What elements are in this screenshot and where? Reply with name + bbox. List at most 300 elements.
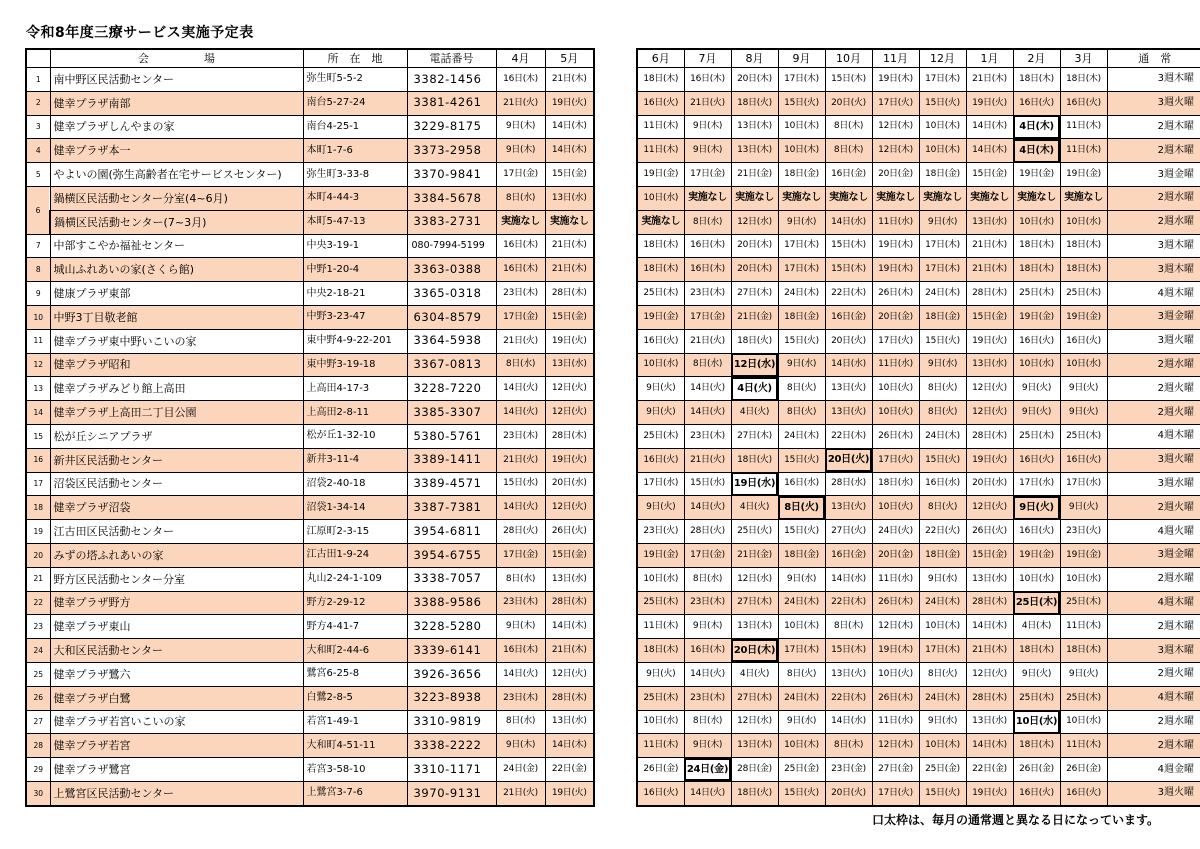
date-may: 13日(水) xyxy=(545,567,594,591)
date-cell: 13日(木) xyxy=(731,115,778,139)
regular-schedule: 3週火曜 xyxy=(1107,448,1200,472)
venue-name: 南中野区民活動センター xyxy=(50,68,303,92)
date-cell: 18日(火) xyxy=(731,329,778,353)
row-number: 29 xyxy=(26,758,50,782)
date-cell: 18日(木) xyxy=(1013,734,1060,758)
left-header-5: 5月 xyxy=(545,49,594,68)
venue-row xyxy=(26,305,594,329)
date-cell: 11日(木) xyxy=(637,139,684,163)
regular-schedule: 2週水曜 xyxy=(1107,567,1200,591)
date-may: 実施なし xyxy=(545,210,594,234)
date-cell: 10日(木) xyxy=(778,139,825,163)
date-may: 19日(火) xyxy=(545,91,594,115)
date-cell: 25日(木) xyxy=(1013,282,1060,306)
date-cell: 25日(木) xyxy=(637,282,684,306)
date-cell: 17日(木) xyxy=(919,258,966,282)
venue-phone: 3389-1411 xyxy=(407,448,496,472)
date-cell: 18日(水) xyxy=(872,472,919,496)
date-cell: 26日(木) xyxy=(872,591,919,615)
venue-address: 弥生町3-33-8 xyxy=(303,163,407,187)
date-cell: 12日(火) xyxy=(966,662,1013,686)
venue-name: 健幸プラザ東山 xyxy=(50,615,303,639)
venue-table xyxy=(25,48,595,807)
venue-row xyxy=(26,710,594,734)
date-cell: 16日(火) xyxy=(637,91,684,115)
date-cell: 20日(金) xyxy=(872,305,919,329)
venue-name: 健幸プラザ鷺六 xyxy=(50,662,303,686)
date-cell: 10日(水) xyxy=(1013,210,1060,234)
date-may: 21日(木) xyxy=(545,68,594,92)
date-cell: 15日(火) xyxy=(919,91,966,115)
date-apr: 17日(金) xyxy=(496,163,545,187)
date-cell: 18日(木) xyxy=(637,258,684,282)
date-cell: 18日(木) xyxy=(637,68,684,92)
right-header-5: 11月 xyxy=(872,49,919,68)
venue-phone: 3970-9131 xyxy=(407,781,496,805)
venue-phone: 3926-3656 xyxy=(407,662,496,686)
date-cell: 15日(火) xyxy=(778,781,825,805)
date-cell: 14日(木) xyxy=(966,139,1013,163)
schedule-row xyxy=(637,282,1200,306)
row-number: 23 xyxy=(26,615,50,639)
date-cell: 13日(木) xyxy=(731,615,778,639)
venue-row xyxy=(26,234,594,258)
date-cell: 22日(木) xyxy=(825,282,872,306)
venue-phone: 3367-0813 xyxy=(407,353,496,377)
date-apr: 14日(火) xyxy=(496,377,545,401)
date-cell: 9日(火) xyxy=(1060,401,1107,425)
regular-schedule: 3週火曜 xyxy=(1107,329,1200,353)
date-cell: 15日(木) xyxy=(825,234,872,258)
date-may: 15日(金) xyxy=(545,305,594,329)
date-cell: 18日(木) xyxy=(1060,258,1107,282)
date-cell: 25日(木) xyxy=(1013,591,1060,615)
date-cell: 16日(水) xyxy=(919,472,966,496)
schedule-row xyxy=(637,686,1200,710)
date-cell: 9日(火) xyxy=(637,496,684,520)
regular-schedule: 4週木曜 xyxy=(1107,686,1200,710)
date-cell: 18日(火) xyxy=(731,781,778,805)
regular-schedule: 4週火曜 xyxy=(1107,520,1200,544)
regular-schedule: 2週火曜 xyxy=(1107,401,1200,425)
venue-address: 江原町2-3-15 xyxy=(303,520,407,544)
date-cell: 20日(金) xyxy=(872,163,919,187)
venue-address: 上鷺宮3-7-6 xyxy=(303,781,407,805)
date-cell: 13日(火) xyxy=(825,662,872,686)
right-header-7: 1月 xyxy=(966,49,1013,68)
date-cell: 17日(木) xyxy=(919,639,966,663)
date-may: 19日(火) xyxy=(545,329,594,353)
date-cell: 11日(木) xyxy=(637,615,684,639)
row-number: 5 xyxy=(26,163,50,187)
date-cell: 15日(金) xyxy=(966,163,1013,187)
regular-schedule: 3週金曜 xyxy=(1107,305,1200,329)
date-cell: 17日(木) xyxy=(778,639,825,663)
venue-row xyxy=(26,686,594,710)
venue-address: 大和町2-44-6 xyxy=(303,639,407,663)
date-cell: 9日(火) xyxy=(1013,662,1060,686)
row-number: 24 xyxy=(26,639,50,663)
venue-address: 東中野4-9-22-201 xyxy=(303,329,407,353)
date-cell: 16日(火) xyxy=(1060,781,1107,805)
regular-schedule: 3週木曜 xyxy=(1107,639,1200,663)
row-number: 8 xyxy=(26,258,50,282)
date-cell: 17日(木) xyxy=(919,234,966,258)
date-cell: 11日(木) xyxy=(1060,615,1107,639)
date-cell: 14日(水) xyxy=(825,710,872,734)
schedule-row xyxy=(637,758,1200,782)
date-cell: 8日(火) xyxy=(778,377,825,401)
date-cell: 13日(水) xyxy=(966,353,1013,377)
venue-phone: 3373-2958 xyxy=(407,139,496,163)
date-may: 22日(金) xyxy=(545,758,594,782)
date-cell: 9日(火) xyxy=(1060,496,1107,520)
date-cell: 25日(火) xyxy=(731,520,778,544)
date-cell: 18日(木) xyxy=(1013,258,1060,282)
date-cell: 9日(水) xyxy=(919,353,966,377)
regular-schedule: 4週木曜 xyxy=(1107,424,1200,448)
date-cell: 15日(火) xyxy=(919,329,966,353)
date-cell: 21日(金) xyxy=(731,163,778,187)
left-header-3: 電話番号 xyxy=(407,49,496,68)
date-cell: 18日(木) xyxy=(1060,68,1107,92)
date-cell: 9日(水) xyxy=(919,567,966,591)
venue-phone: 3381-4261 xyxy=(407,91,496,115)
date-cell: 28日(木) xyxy=(966,591,1013,615)
venue-phone: 3223-8938 xyxy=(407,686,496,710)
venue-address: 東中野3-19-18 xyxy=(303,353,407,377)
date-may: 15日(金) xyxy=(545,163,594,187)
date-apr: 21日(火) xyxy=(496,448,545,472)
date-cell: 9日(木) xyxy=(684,734,731,758)
venue-phone: 080-7994-5199 xyxy=(407,234,496,258)
schedule-row xyxy=(637,543,1200,567)
date-apr: 9日(木) xyxy=(496,139,545,163)
date-cell: 4日(火) xyxy=(731,401,778,425)
date-cell: 14日(火) xyxy=(684,496,731,520)
venue-row xyxy=(26,139,594,163)
row-number: 6 xyxy=(26,186,50,234)
date-cell: 20日(火) xyxy=(825,448,872,472)
date-cell: 28日(金) xyxy=(731,758,778,782)
date-cell: 14日(水) xyxy=(825,210,872,234)
date-cell: 17日(火) xyxy=(872,91,919,115)
venue-name: 中部すこやか福祉センター xyxy=(50,234,303,258)
date-cell: 19日(金) xyxy=(637,305,684,329)
date-cell: 19日(金) xyxy=(1060,543,1107,567)
schedule-row xyxy=(637,781,1200,805)
date-cell: 10日(水) xyxy=(1013,710,1060,734)
date-cell: 17日(火) xyxy=(872,329,919,353)
date-cell: 22日(木) xyxy=(825,686,872,710)
venue-name: 大和区民活動センター xyxy=(50,639,303,663)
venue-name: 松が丘シニアプラザ xyxy=(50,424,303,448)
regular-schedule: 2週火曜 xyxy=(1107,377,1200,401)
venue-row xyxy=(26,758,594,782)
date-may: 28日(木) xyxy=(545,282,594,306)
row-number: 13 xyxy=(26,377,50,401)
schedule-row xyxy=(637,424,1200,448)
venue-name: 鍋横区民活動センター分室(4~6月) xyxy=(50,186,303,210)
date-cell: 15日(火) xyxy=(778,329,825,353)
date-apr: 23日(木) xyxy=(496,591,545,615)
schedule-row xyxy=(637,210,1200,234)
left-header-0 xyxy=(26,49,50,68)
date-cell: 25日(金) xyxy=(778,758,825,782)
date-cell: 16日(木) xyxy=(684,68,731,92)
date-cell: 14日(水) xyxy=(825,353,872,377)
schedule-row xyxy=(637,353,1200,377)
row-number: 12 xyxy=(26,353,50,377)
venue-row xyxy=(26,377,594,401)
right-header-9: 3月 xyxy=(1060,49,1107,68)
date-apr: 14日(火) xyxy=(496,662,545,686)
schedule-row xyxy=(637,115,1200,139)
date-cell: 実施なし xyxy=(684,186,731,210)
schedule-row xyxy=(637,234,1200,258)
venue-row xyxy=(26,520,594,544)
venue-row xyxy=(26,329,594,353)
date-cell: 21日(火) xyxy=(684,91,731,115)
venue-address: 中央2-18-21 xyxy=(303,282,407,306)
date-may: 13日(水) xyxy=(545,186,594,210)
date-cell: 20日(水) xyxy=(966,472,1013,496)
date-cell: 15日(木) xyxy=(825,68,872,92)
date-cell: 25日(木) xyxy=(1060,424,1107,448)
date-may: 15日(金) xyxy=(545,543,594,567)
date-cell: 16日(火) xyxy=(1013,91,1060,115)
date-cell: 11日(木) xyxy=(1060,734,1107,758)
date-apr: 16日(木) xyxy=(496,639,545,663)
date-cell: 27日(木) xyxy=(731,282,778,306)
date-cell: 8日(火) xyxy=(919,401,966,425)
date-cell: 15日(金) xyxy=(966,543,1013,567)
venue-phone: 3338-2222 xyxy=(407,734,496,758)
date-cell: 25日(木) xyxy=(1060,282,1107,306)
date-cell: 11日(木) xyxy=(1060,115,1107,139)
date-cell: 14日(木) xyxy=(966,615,1013,639)
venue-phone: 6304-8579 xyxy=(407,305,496,329)
venue-name: 健幸プラザ若宮 xyxy=(50,734,303,758)
venue-name: 健幸プラザ白鷺 xyxy=(50,686,303,710)
date-cell: 9日(水) xyxy=(778,710,825,734)
date-cell: 19日(金) xyxy=(637,543,684,567)
schedule-row xyxy=(637,91,1200,115)
venue-row xyxy=(26,448,594,472)
date-cell: 15日(火) xyxy=(778,91,825,115)
schedule-row xyxy=(637,496,1200,520)
date-cell: 26日(木) xyxy=(872,424,919,448)
date-cell: 28日(木) xyxy=(966,424,1013,448)
right-header-8: 2月 xyxy=(1013,49,1060,68)
venue-name: 健幸プラザ本一 xyxy=(50,139,303,163)
date-cell: 13日(木) xyxy=(731,734,778,758)
row-number: 27 xyxy=(26,710,50,734)
date-cell: 18日(金) xyxy=(919,163,966,187)
date-apr: 9日(木) xyxy=(496,115,545,139)
row-number: 4 xyxy=(26,139,50,163)
date-cell: 実施なし xyxy=(1060,186,1107,210)
date-apr: 17日(金) xyxy=(496,305,545,329)
venue-row xyxy=(26,615,594,639)
date-apr: 16日(木) xyxy=(496,234,545,258)
venue-address: 中野1-20-4 xyxy=(303,258,407,282)
venue-name: みずの塔ふれあいの家 xyxy=(50,543,303,567)
date-cell: 18日(火) xyxy=(731,91,778,115)
date-cell: 17日(木) xyxy=(778,234,825,258)
venue-address: 南台5-27-24 xyxy=(303,91,407,115)
regular-schedule: 3週火曜 xyxy=(1107,781,1200,805)
venue-name: 野方区民活動センター分室 xyxy=(50,567,303,591)
date-apr: 8日(水) xyxy=(496,353,545,377)
date-cell: 21日(金) xyxy=(731,543,778,567)
date-may: 13日(水) xyxy=(545,710,594,734)
venue-row xyxy=(26,282,594,306)
date-cell: 16日(火) xyxy=(1060,448,1107,472)
venue-address: 本町1-7-6 xyxy=(303,139,407,163)
date-cell: 15日(木) xyxy=(825,258,872,282)
date-cell: 4日(木) xyxy=(1013,139,1060,163)
date-apr: 23日(木) xyxy=(496,424,545,448)
date-cell: 17日(水) xyxy=(1060,472,1107,496)
date-cell: 17日(木) xyxy=(778,68,825,92)
schedule-row xyxy=(637,448,1200,472)
date-cell: 11日(木) xyxy=(637,734,684,758)
date-cell: 19日(金) xyxy=(637,163,684,187)
date-cell: 21日(木) xyxy=(966,68,1013,92)
regular-schedule: 2週水曜 xyxy=(1107,210,1200,234)
date-cell: 21日(火) xyxy=(684,448,731,472)
date-cell: 20日(木) xyxy=(731,68,778,92)
regular-schedule: 2週木曜 xyxy=(1107,734,1200,758)
date-cell: 10日(水) xyxy=(1060,567,1107,591)
date-cell: 26日(金) xyxy=(1060,758,1107,782)
venue-phone: 3310-1171 xyxy=(407,758,496,782)
date-cell: 26日(金) xyxy=(637,758,684,782)
date-cell: 16日(水) xyxy=(778,472,825,496)
date-cell: 4日(木) xyxy=(1013,115,1060,139)
venue-phone: 3228-5280 xyxy=(407,615,496,639)
schedule-row xyxy=(637,305,1200,329)
date-cell: 9日(水) xyxy=(778,210,825,234)
date-cell: 19日(火) xyxy=(966,91,1013,115)
date-cell: 9日(水) xyxy=(778,567,825,591)
date-cell: 18日(木) xyxy=(1013,639,1060,663)
date-cell: 20日(火) xyxy=(825,91,872,115)
venue-address: 上高田4-17-3 xyxy=(303,377,407,401)
date-cell: 14日(水) xyxy=(825,567,872,591)
venue-name: 健幸プラザみどり館上高田 xyxy=(50,377,303,401)
date-apr: 9日(木) xyxy=(496,615,545,639)
date-cell: 18日(木) xyxy=(637,639,684,663)
date-cell: 23日(木) xyxy=(684,591,731,615)
venue-row xyxy=(26,91,594,115)
date-cell: 16日(金) xyxy=(825,305,872,329)
date-cell: 12日(水) xyxy=(731,567,778,591)
date-cell: 14日(火) xyxy=(684,401,731,425)
row-number: 26 xyxy=(26,686,50,710)
date-cell: 24日(火) xyxy=(872,520,919,544)
date-cell: 13日(水) xyxy=(966,567,1013,591)
venue-phone: 5380-5761 xyxy=(407,424,496,448)
date-cell: 12日(木) xyxy=(872,734,919,758)
date-cell: 19日(金) xyxy=(1013,305,1060,329)
date-cell: 15日(木) xyxy=(825,639,872,663)
date-may: 21日(木) xyxy=(545,639,594,663)
date-cell: 18日(木) xyxy=(1013,68,1060,92)
date-cell: 13日(木) xyxy=(731,139,778,163)
date-cell: 19日(木) xyxy=(872,258,919,282)
date-cell: 19日(木) xyxy=(872,68,919,92)
date-cell: 12日(水) xyxy=(731,710,778,734)
date-cell: 18日(金) xyxy=(778,305,825,329)
date-cell: 10日(水) xyxy=(637,710,684,734)
date-cell: 11日(木) xyxy=(637,115,684,139)
date-cell: 22日(金) xyxy=(966,758,1013,782)
date-apr: 16日(木) xyxy=(496,258,545,282)
date-cell: 13日(水) xyxy=(966,710,1013,734)
right-header-3: 9月 xyxy=(778,49,825,68)
venue-row xyxy=(26,68,594,92)
date-cell: 24日(木) xyxy=(778,282,825,306)
date-cell: 18日(火) xyxy=(731,448,778,472)
venue-name: 健幸プラザ沼袋 xyxy=(50,496,303,520)
regular-schedule: 2週水曜 xyxy=(1107,710,1200,734)
date-cell: 20日(木) xyxy=(731,234,778,258)
schedule-row xyxy=(637,377,1200,401)
row-number: 2 xyxy=(26,91,50,115)
venue-phone: 3382-1456 xyxy=(407,68,496,92)
venue-row xyxy=(26,781,594,805)
venue-phone: 3385-3307 xyxy=(407,401,496,425)
date-cell: 25日(木) xyxy=(1013,424,1060,448)
date-may: 14日(木) xyxy=(545,615,594,639)
venue-row xyxy=(26,567,594,591)
page-title: 令和8年度三療サービス実施予定表 xyxy=(26,25,254,41)
venue-row xyxy=(26,662,594,686)
date-may: 21日(木) xyxy=(545,234,594,258)
venue-name: 健幸プラザしんやまの家 xyxy=(50,115,303,139)
date-cell: 19日(水) xyxy=(731,472,778,496)
row-number: 14 xyxy=(26,401,50,425)
date-may: 12日(火) xyxy=(545,662,594,686)
date-may: 14日(木) xyxy=(545,139,594,163)
date-apr: 8日(水) xyxy=(496,186,545,210)
date-cell: 16日(火) xyxy=(637,781,684,805)
date-may: 28日(木) xyxy=(545,424,594,448)
date-cell: 18日(木) xyxy=(1013,234,1060,258)
row-number: 18 xyxy=(26,496,50,520)
date-cell: 10日(木) xyxy=(778,115,825,139)
venue-address: 白鷺2-8-5 xyxy=(303,686,407,710)
date-cell: 実施なし xyxy=(966,186,1013,210)
date-cell: 12日(木) xyxy=(872,139,919,163)
venue-row xyxy=(26,496,594,520)
date-cell: 17日(火) xyxy=(872,781,919,805)
date-cell: 9日(木) xyxy=(684,115,731,139)
date-cell: 14日(木) xyxy=(966,734,1013,758)
date-cell: 20日(金) xyxy=(872,543,919,567)
row-number: 9 xyxy=(26,282,50,306)
date-cell: 8日(火) xyxy=(778,662,825,686)
date-cell: 10日(木) xyxy=(919,734,966,758)
venue-address: 野方2-29-12 xyxy=(303,591,407,615)
date-may: 19日(火) xyxy=(545,781,594,805)
venue-address: 中央3-19-1 xyxy=(303,234,407,258)
date-cell: 19日(金) xyxy=(1060,163,1107,187)
date-cell: 23日(火) xyxy=(1060,520,1107,544)
date-cell: 4日(火) xyxy=(731,377,778,401)
